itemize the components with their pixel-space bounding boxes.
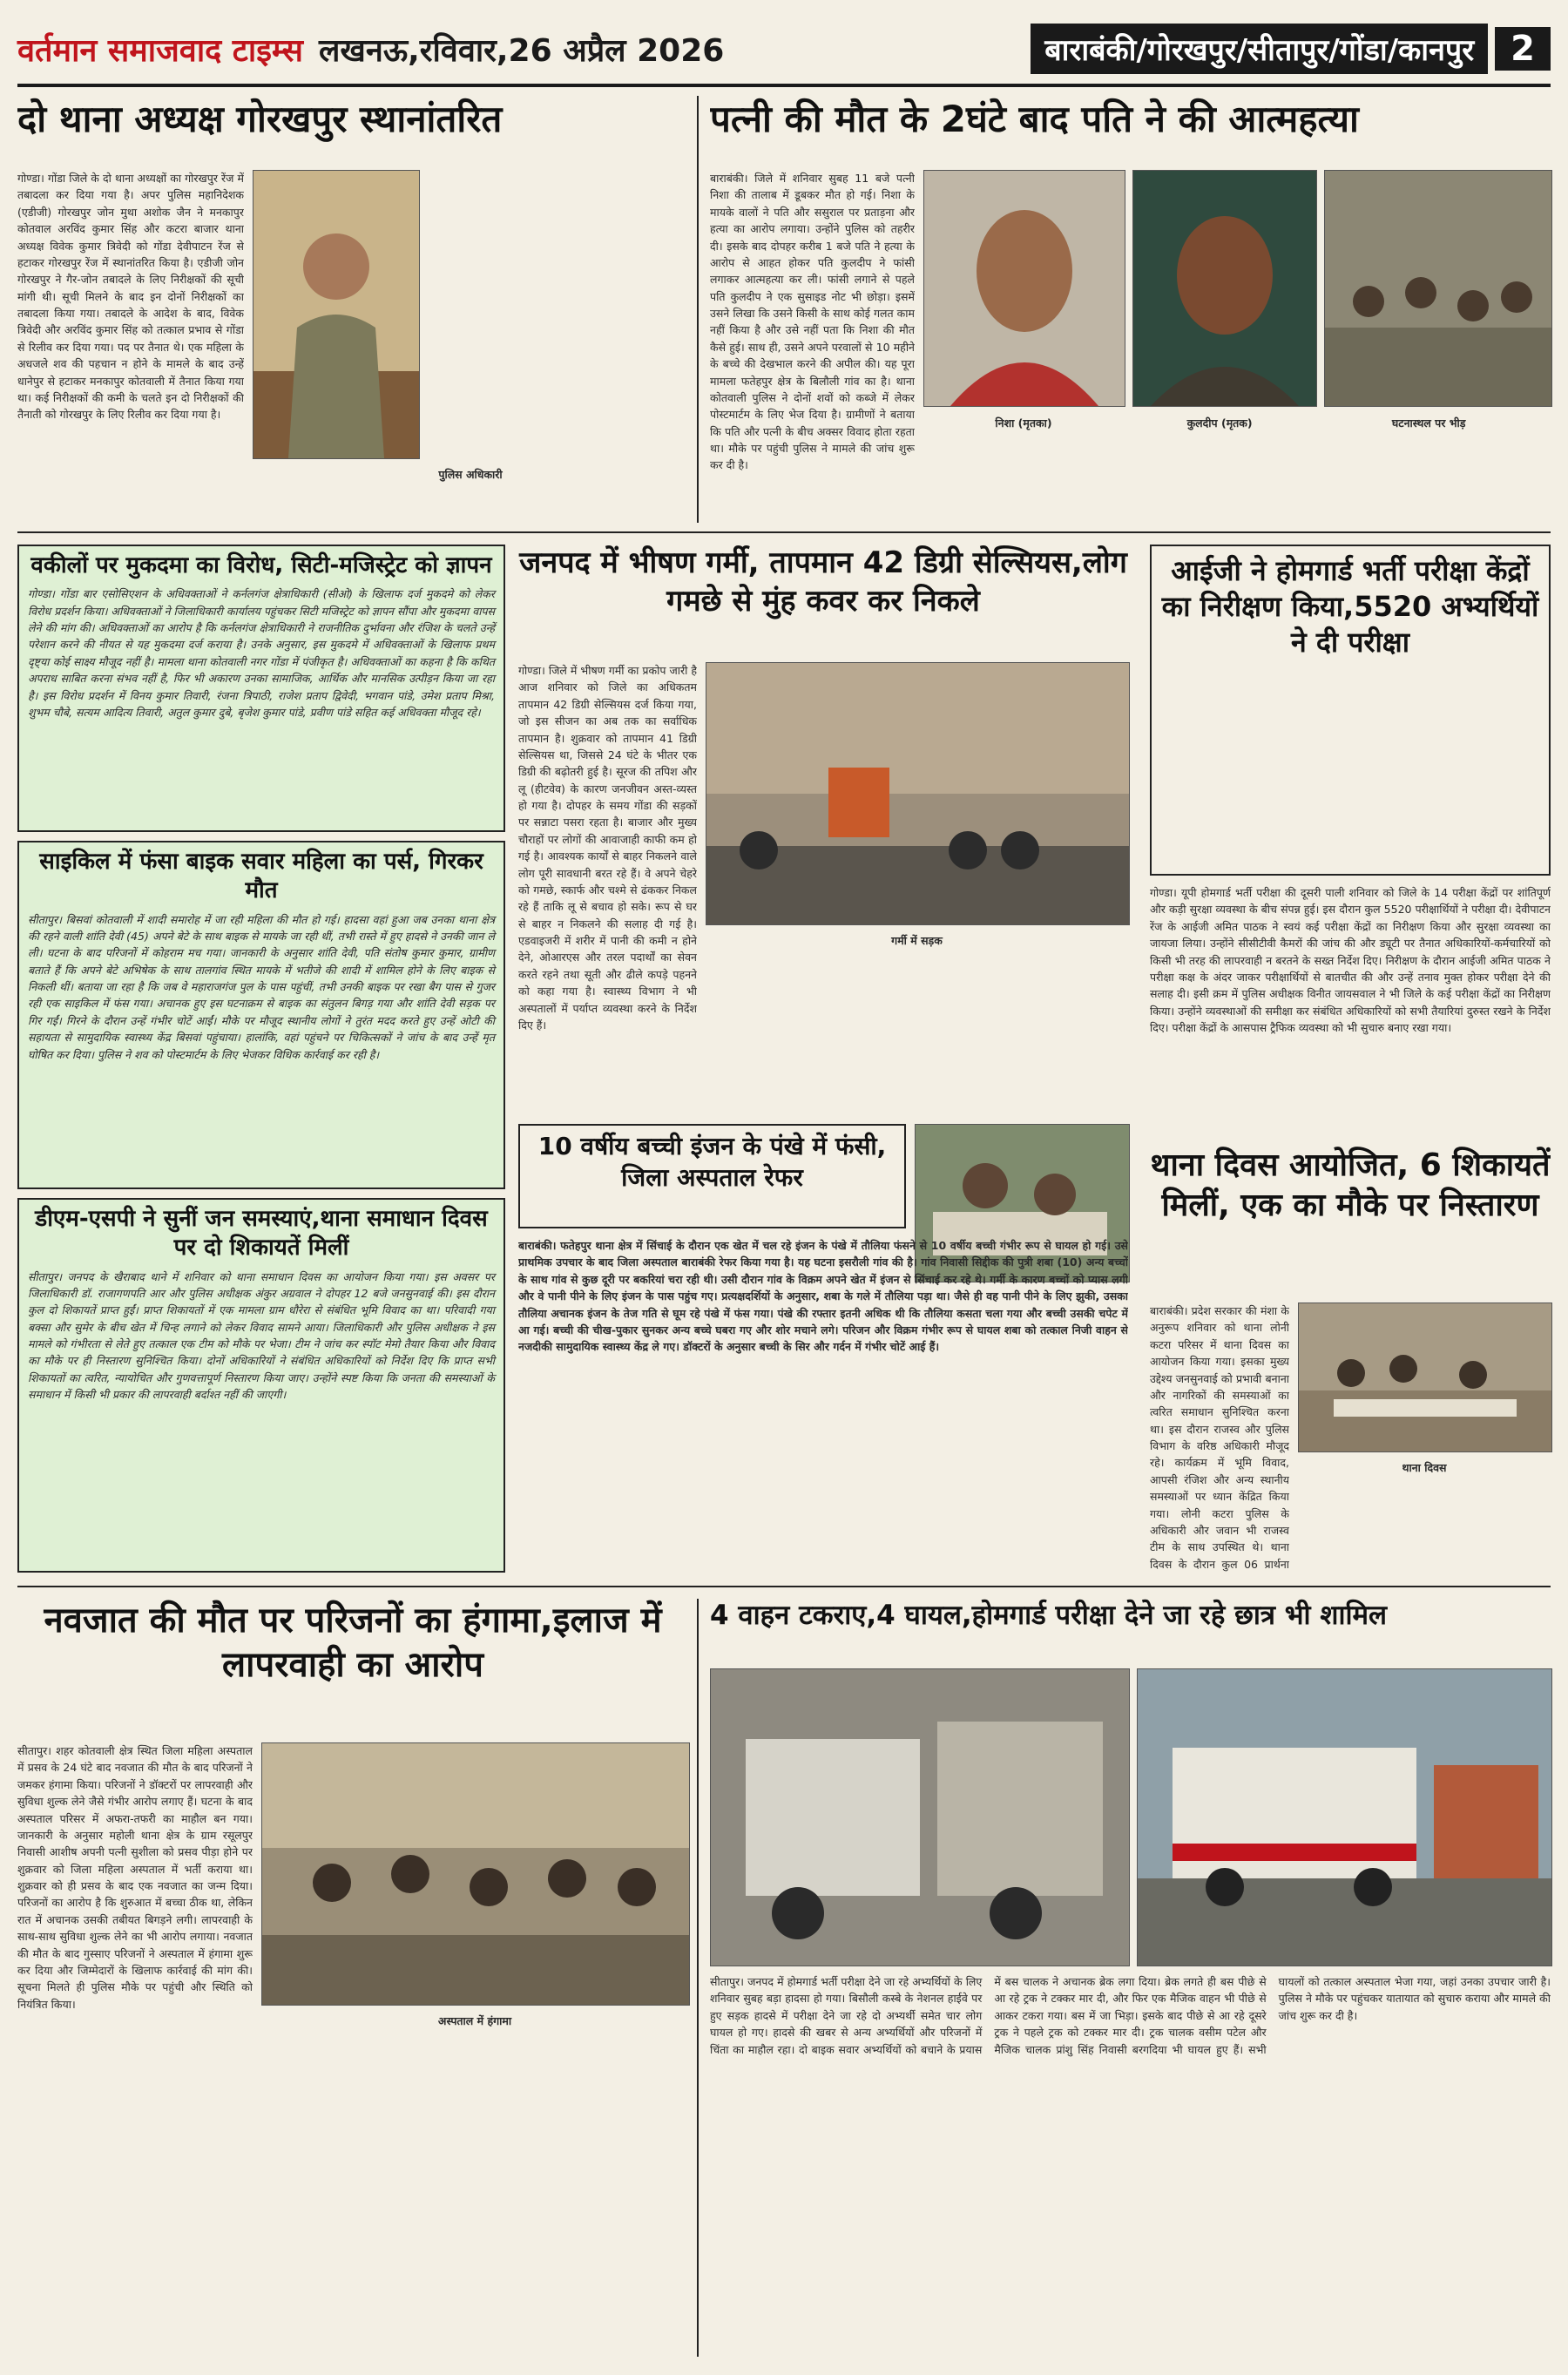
portrait-icon bbox=[924, 171, 1125, 406]
heat-headline: जनपद में भीषण गर्मी, तापमान 42 डिग्री सेल्सियस,लोग गमछे से मुंह कवर कर निकले bbox=[519, 545, 1127, 619]
gorakhpur-body: गोण्डा। गोंडा जिले के दो थाना अध्यक्षों का गोरखपुर रेंज में तबादला कर दिया गया है। अपर पुलिस महानिदेशक (एडीजी) गोरखपुर जोन मुथा अशोक जैन ने मनकापुर कोतवाल अरविंद कुमार सिंह और कटरा बाजार थाना अध्यक्ष विवेक कुमार त्रिवेदी को गोंडा देवीपाटन रेंज से हटाकर गोरखपुर रेंज में स्थानांतरित किया है। एडीजी जोन गोरखपुर ने गैर-जोन तबादले के लिए निरीक्षकों की सूची मांगी थी। सूची मिलने के बाद इन दोनों निरीक्षकों का तबादला किया गया। तबादले के आदेश के बाद, विवेक त्रिवेदी और अरविंद कुमार सिंह को तत्काल प्रभाव से गोंडा से रिलीव कर दिया गया। पद पर तैनात थे। एक महिला के अधजले शव की पहचान न होने के मामले के बाद उन्हें धानेपुर से हटाकर मनकापुर कोतवाली में तैनात किया गया था। कई निरीक्षकों की कमी के चलते इन दो निरीक्षकों की तैनाती को गोरखपुर के लिए रिलीव कर दिया गया है। bbox=[17, 172, 244, 422]
suicide-captions bbox=[923, 414, 1551, 449]
gorakhpur-headline: दो थाना अध्यक्ष गोरखपुर स्थानांतरित bbox=[17, 98, 503, 140]
editions-bar: बाराबंकी/गोरखपुर/सीतापुर/गोंडा/कानपुर bbox=[1031, 24, 1488, 74]
accident-bus-photo bbox=[1137, 1668, 1552, 1966]
bus-icon bbox=[1138, 1669, 1551, 1966]
meeting-photo-icon bbox=[1299, 1303, 1551, 1451]
suicide-headline: पत्नी की मौत के 2घंटे बाद पति ने की आत्महत्या bbox=[710, 98, 1359, 140]
ig-headline-box bbox=[1150, 545, 1551, 876]
heat-headline-box bbox=[518, 545, 1128, 649]
suicide-husband-photo bbox=[1132, 170, 1317, 407]
accident-headline-box bbox=[710, 1599, 1551, 1660]
gorakhpur-caption-box bbox=[253, 466, 688, 518]
gorakhpur-body-col1 bbox=[17, 170, 244, 514]
suicide-headline-box bbox=[710, 96, 1551, 157]
newborn-crowd-photo bbox=[261, 1742, 690, 2006]
crowd-photo-icon bbox=[262, 1743, 689, 2005]
accident-body-box bbox=[710, 1973, 1551, 2357]
ig-body-box bbox=[1150, 884, 1551, 1137]
ig-headline: आईजी ने होमगार्ड भर्ती परीक्षा केंद्रों का निरीक्षण किया,5520 अभ्यर्थियों ने दी परीक्षा bbox=[1161, 554, 1539, 659]
divider bbox=[17, 1586, 1551, 1587]
gorakhpur-photo-caption: पुलिस अधिकारी bbox=[438, 468, 503, 481]
page-number: 2 bbox=[1495, 27, 1551, 71]
heat-body-col1 bbox=[518, 662, 697, 1115]
cycle-story bbox=[17, 841, 505, 1189]
thana-body: बाराबंकी। प्रदेश सरकार की मंशा के अनुरूप शनिवार को थाना लोनी कटरा परिसर में थाना दिवस का आयोजन किया गया। इसका मुख्य उद्देश्य जनसुनवाई को प्रभावी बनाना और नागरिकों की समस्याओं का त्वरित समाधान सुनिश्चित करना था। इस दौरान राजस्व और पुलिस विभाग के वरिष्ठ अधिकारी मौजूद रहे। कार्यक्रम में भूमि विवाद, आपसी रंजिश और अन्य स्थानीय समस्याओं पर ध्यान केंद्रित किया गया। लोनी कटरा पुलिस के अधिकारी और जवान भी राजस्व टीम के साथ उपस्थित थे। थाना दिवस के दौरान कुल 06 प्रार्थना bbox=[1150, 1304, 1289, 1571]
heat-caption-box bbox=[706, 932, 1128, 967]
paper-name: वर्तमान समाजवाद टाइम्स bbox=[17, 31, 303, 69]
heat-body: गोण्डा। जिले में भीषण गर्मी का प्रकोप जारी है आज शनिवार को जिले का अधिकतम तापमान 42 डिग्री सेल्सियस दर्ज किया गया, जो इस सीजन का अब तक का सर्वाधिक तापमान है। शुक्रवार को तापमान 41 डिग्री सेल्सियस था, जिससे 24 घंटे के भीतर एक डिग्री की बढ़ोतरी हुई है। सूरज की तपिश और लू (हीटवेव) के कारण जनजीवन अस्त-व्यस्त हो गया है। दोपहर के समय गोंडा की सड़कों पर सन्नाटा पसरा रहता है। बाजार और मुख्य चौराहों पर लोगों की आवाजाही काफी कम हो गई है। आवश्यक कार्यों से बाहर निकलने वाले लोग पूरी सावधानी बरत रहे हैं। वे अपने चेहरे को गमछे, स्कार्फ और चश्मे से ढंककर निकल रहे हैं ताकि लू से बचाव हो सके। रूप से घर से बाहर न निकलने की सलाह दी गई है। एडवाइजरी में शरीर में पानी की कमी न होने देने, ओआरएस और तरल पदार्थों का सेवन करते रहने तथा सूती और ढीले कपड़े पहनने को कहा गया है। स्वास्थ्य विभाग ने भी अस्पतालों में पर्याप्त व्यवस्था करने के निर्देश दिए हैं। bbox=[518, 664, 697, 1032]
child-headline-box bbox=[518, 1124, 906, 1228]
newborn-headline: नवजात की मौत पर परिजनों का हंगामा,इलाज में लापरवाही का आरोप bbox=[44, 1600, 662, 1686]
cycle-headline: साइकिल में फंसा बाइक सवार महिला का पर्स, गिरकर मौत bbox=[39, 849, 483, 904]
thana-headline: थाना दिवस आयोजित, 6 शिकायतें मिलीं, एक का मौके पर निस्तारण bbox=[1150, 1147, 1551, 1224]
dm-sp-headline: डीएम-एसपी ने सुनीं जन समस्याएं,थाना समाधान दिवस पर दो शिकायतें मिलीं bbox=[35, 1206, 488, 1262]
divider bbox=[697, 1599, 699, 2357]
street-photo-icon bbox=[706, 663, 1129, 924]
divider bbox=[17, 531, 1551, 533]
newborn-caption-box bbox=[261, 2013, 688, 2039]
cycle-body: सीतापुर। बिसवां कोतवाली में शादी समारोह में जा रही महिला की मौत हो गई। हादसा वहां हुआ जब उनका थाना क्षेत्र की रहने वाली शांति देवी (45) अपने बेटे के साथ बाइक से मायके जा रही थीं, तभी रास्ते में हुए हादसे ने उनकी जान ले ली। घटना के बाद परिजनों में कोहराम मच गया। जानकारी के अनुसार शांति देवी, पति संतोष कुमार कुमार, ग्रामीण बताते हैं कि अपने बेटे अभिषेक के साथ तालगांव स्थित मायके में भतीजे की शादी में शामिल होने के लिए बाइक से निकली थीं। बताया जा रहा है कि जब वे महाराजगंज पुल के पास पहुंचीं, तभी उनकी बाइक पर रखा बैग पास से गुजर रही एक साइकिल में फंस गया। अचानक हुए इस घटनाक्रम से बाइक का संतुलन बिगड़ गया और शांति देवी सड़क पर गिर गईं। गिरने के दौरान उन्हें गंभीर चोटें आईं। मौके पर मौजूद स्थानीय लोगों ने तुरंत मदद करते हुए उन्हें ओटी की सहायता से सामुदायिक स्वास्थ्य केंद्र बिसवां पहुंचाया। हालांकि, वहां पहुंचने पर चिकित्सकों ने जांच के बाद उन्हें मृत घोषित कर दिया। पुलिस ने शव को पोस्टमार्टम के लिए भेजकर विधिक कार्रवाई कर रही है। bbox=[28, 912, 495, 1061]
accident-headline: 4 वाहन टकराए,4 घायल,होमगार्ड परीक्षा देने जा रहे छात्र भी शामिल bbox=[710, 1600, 1388, 1631]
thana-headline-box bbox=[1150, 1146, 1551, 1294]
heat-street-photo bbox=[706, 662, 1130, 925]
gorakhpur-officer-photo bbox=[253, 170, 420, 459]
heat-photo-caption: गर्मी में सड़क bbox=[891, 934, 943, 947]
newborn-body-box bbox=[17, 1742, 253, 2352]
newborn-photo-caption: अस्पताल में हंगामा bbox=[437, 2014, 512, 2027]
suicide-crowd-photo bbox=[1324, 170, 1552, 407]
lawyers-headline: वकीलों पर मुकदमा का विरोध, सिटी-मजिस्ट्रेट को ज्ञापन bbox=[30, 552, 492, 579]
wrecked-truck-icon bbox=[711, 1669, 1129, 1966]
child-body: बाराबंकी। फतेहपुर थाना क्षेत्र में सिंचाई के दौरान एक खेत में चल रहे इंजन के पंखे में तौलिया फंसने से 10 वर्षीय बच्ची गंभीर रूप से घायल हो गई। उसे प्राथमिक उपचार के बाद जिला अस्पताल बाराबंकी रेफर किया गया है। यह घटना इसरौली गांव की है। गांव निवासी सिद्दीक की पुत्री शबा (10) अन्य बच्चों के साथ गांव से कुछ दूरी पर बकरियां चरा रही थी। उसी दौरान गांव के विक्रम अपने खेत में इंजन से सिंचाई कर रहे थे। गर्मी के कारण बच्चों को प्यास लगी और वे पानी पीने के लिए इंजन के पास पहुंच गए। प्रत्यक्षदर्शियों के अनुसार, शबा के गले में तौलिया पड़ा था। जैसे ही वह पानी पीने के लिए झुकी, उसका तौलिया अचानक इंजन के तेज गति से घूम रहे पंखे में फंस गया। पंखे की रफ्तार इतनी अधिक थी कि तौलिया कसता चला गया और बच्ची उसकी चपेट में आ गई। बच्ची की चीख-पुकार सुनकर अन्य बच्चे घबरा गए और शोर मचाने लगे। परिजन और विक्रम गंभीर रूप से घायल शबा को तत्काल निजी वाहन से नजदीकी सामुदायिक स्वास्थ्य केंद्र ले गए। डॉक्टरों के अनुसार बच्ची के सिर और गर्दन में गंभीर चोटें आई हैं। bbox=[518, 1239, 1128, 1354]
wife-caption: निशा (मृतका) bbox=[995, 416, 1052, 430]
suicide-body: बाराबंकी। जिले में शनिवार सुबह 11 बजे पत्नी निशा की तालाब में डूबकर मौत हो गई। निशा के मायके वालों ने पति और ससुराल पर प्रताड़ना और हत्या का आरोप लगाया। उन्होंने पुलिस को तहरीर दी। इसके बाद दोपहर करीब 1 बजे पति ने हत्या के आरोप से आहत होकर पति कुलदीप ने फांसी लगाकर आत्महत्या कर ली। फांसी लगाने से पहले पति कुलदीप ने एक सुसाइड नोट भी छोड़ा। इसमें उसने लिखा कि उसने किसी के साथ कोई गलत काम नहीं किया है और उसे नहीं पता कि निशा की मौत कैसे हुई। साथ ही, उसने अपने परवालों से 10 महीने के बच्चे की देखभाल करने की अपील की। यह पूरा मामला फतेहपुर क्षेत्र के बिलौली गांव का है। थाना कोतवाली पुलिस ने दोनों शवों को कब्जे में लेकर पोस्टमार्टम के लिए भेज दिया है। ग्रामीणों ने बताया कि पति और पत्नी के बीच अक्सर विवाद होता रहता था। मौके पर पहुंची पुलिस ने मामले की जांच शुरू कर दी है। bbox=[710, 172, 915, 472]
child-body-box bbox=[518, 1237, 1128, 1577]
crowd-photo-icon bbox=[1325, 171, 1551, 406]
lawyers-story bbox=[17, 545, 505, 832]
masthead bbox=[17, 14, 1551, 87]
officer-photo-icon bbox=[253, 171, 419, 458]
suicide-wife-photo bbox=[923, 170, 1125, 407]
lawyers-body: गोण्डा। गोंडा बार एसोसिएशन के अधिवक्ताओं ने कर्नलगंज क्षेत्राधिकारी (सीओ) के खिलाफ दर्ज मुकदमे को लेकर विरोध प्रदर्शन किया। अधिवक्ताओं ने जिलाधिकारी कार्यालय पहुंचकर सिटी मजिस्ट्रेट को ज्ञापन सौंपा और मुकदमा वापस लेने की मांग की। अधिवक्ताओं का आरोप है कि कर्नलगंज क्षेत्राधिकारी ने राजनीतिक दुर्भावना और रंजिश के चलते उन्हें परेशान करने की नीयत से यह मुकदमा दर्ज कराया है। उनके अनुसार, इस मुकदमे में अधिवक्ताओं के खिलाफ प्रथम दृष्ट्या कोई साक्ष्य मौजूद नहीं है। मामला थाना कोतवाली नगर गोंडा में पंजीकृत है। अधिवक्ताओं का कहना है कि कथित अपराध साबित करना संभव नहीं है, फिर भी अकारण उनका सामाजिक, आर्थिक और मानसिक उत्पीड़न किया जा रहा है। इस विरोध प्रदर्शन में विनय कुमार तिवारी, रंजना त्रिपाठी, राजेश प्रताप द्विवेदी, भगवान पांडे, उमेश प्रताप मिश्रा, शुभम चौबे, सत्यम आदित्य तिवारी, अतुल कुमार दुबे, बृजेश कुमार पांडे, प्रवीण पांडे सहित कई अधिवक्ता मौजूद रहे। bbox=[28, 587, 495, 719]
accident-body: सीतापुर। जनपद में होमगार्ड भर्ती परीक्षा देने जा रहे अभ्यर्थियों के लिए शनिवार सुबह बड़ा हादसा हो गया। बिसौली कस्बे के नेशनल हाईवे पर हुए सड़क हादसे में परीक्षा देने जा रहे दो अभ्यर्थी समेत चार लोग घायल हो गए। हादसे की खबर से अन्य अभ्यर्थियों और परिजनों में चिंता का माहौल रहा। दो बाइक सवार अभ्यर्थियों को बचाने के प्रयास में बस चालक ने अचानक ब्रेक लगा दिया। ब्रेक लगते ही बस पीछे से आ रहे ट्रक ने टक्कर मार दी, और फिर एक मैजिक वाहन भी पीछे से आकर टकरा गया। बस में जा भिड़ा। इसके बाद पीछे से आ रहे दूसरे ट्रक ने पहले ट्रक को टक्कर मार दी। ट्रक चालक वसीम पटेल और मैजिक चालक प्रांशु सिंह निवासी बरगदिया भी घायल हुए हैं। सभी घायलों को तत्काल अस्पताल भेजा गया, जहां उनका उपचार जारी है। पुलिस ने मौके पर पहुंचकर यातायात को सुचारु कराया और मामले की जांच शुरू कर दी है। bbox=[710, 1975, 1551, 2056]
newborn-body: सीतापुर। शहर कोतवाली क्षेत्र स्थित जिला महिला अस्पताल में प्रसव के 24 घंटे बाद नवजात की मौत के बाद परिजनों ने जमकर हंगामा किया। परिजनों ने डॉक्टरों पर लापरवाही और सुविधा शुल्क लेने जैसे गंभीर आरोप लगाए हैं। घटना के बाद अस्पताल परिसर में अफरा-तफरी का माहौल बन गया। जानकारी के अनुसार महोली थाना क्षेत्र के ग्राम रसूलपुर निवासी आशीष अपनी पत्नी सुशीला को प्रसव पीड़ा होने पर शुक्रवार को जिला महिला अस्पताल में भर्ती कराया था। शुक्रवार को ही प्रसव के बाद एक नवजात का जन्म दिया। परिजनों का आरोप है कि शुरुआत में बच्चा ठीक था, लेकिन रात में अचानक उसकी तबीयत बिगड़ने लगी। लापरवाही के साथ-साथ सुविधा शुल्क लेने का भी आरोप लगाया। नवजात की मौत के बाद गुस्साए परिजनों ने अस्पताल में हंगामा शुरू कर दिया और जिम्मेदारों के खिलाफ कार्रवाई की मांग की। सूचना मिलते ही पुलिस मौके पर पहुंची और स्थिति को नियंत्रित किया। bbox=[17, 1744, 253, 2011]
child-headline: 10 वर्षीय बच्ची इंजन के पंखे में फंसी, जिला अस्पताल रेफर bbox=[537, 1132, 887, 1192]
suicide-body-col1 bbox=[710, 170, 915, 514]
gorakhpur-headline-box bbox=[17, 96, 688, 157]
portrait-icon bbox=[1133, 171, 1316, 406]
thana-meeting-photo bbox=[1298, 1303, 1552, 1452]
accident-trucks-photo bbox=[710, 1668, 1130, 1966]
crowd-caption: घटनास्थल पर भीड़ bbox=[1391, 416, 1466, 430]
thana-body-box bbox=[1150, 1303, 1289, 1573]
thana-caption-box bbox=[1298, 1459, 1551, 1485]
husband-caption: कुलदीप (मृतक) bbox=[1186, 416, 1253, 430]
ig-body: गोण्डा। यूपी होमगार्ड भर्ती परीक्षा की दूसरी पाली शनिवार को जिले के 14 परीक्षा केंद्रों पर शांतिपूर्ण और कड़ी सुरक्षा व्यवस्था के बीच संपन्न हुई। इस दौरान कुल 5520 परीक्षार्थियों ने परीक्षा दी। देवीपाटन रेंज के आईजी अमित पाठक ने स्वयं कई परीक्षा केंद्रों का निरीक्षण किया और सुरक्षा व्यवस्था का जायजा लिया। उन्होंने सीसीटीवी कैमरों की जांच की और ड्यूटी पर तैनात अधिकारियों-कर्मचारियों को किसी भी तरह की लापरवाही न बरतने के सख्त निर्देश दिए। निरीक्षण के दौरान आईजी अमित पाठक ने परीक्षा कक्ष के अंदर जाकर परीक्षार्थियों से बातचीत की और उन्हें तनाव मुक्त होकर परीक्षा देने की सलाह दी। इसी क्रम में पुलिस अधीक्षक विनीत जायसवाल ने भी जिले के कई परीक्षा केंद्रों का निरीक्षण किया। उन्होंने व्यवस्थाओं की समीक्षा कर संबंधित अधिकारियों को सभी तैयारियां दुरुस्त रखने के निर्देश दिए। परीक्षा केंद्रों के आसपास ट्रैफिक व्यवस्था को भी सुचारु बनाए रखा गया। bbox=[1150, 886, 1551, 1034]
dm-sp-story bbox=[17, 1198, 505, 1573]
newborn-headline-box bbox=[17, 1599, 688, 1729]
dateline: लखनऊ,रविवार,26 अप्रैल 2026 bbox=[318, 32, 725, 69]
divider bbox=[697, 96, 699, 523]
thana-photo-caption: थाना दिवस bbox=[1402, 1461, 1447, 1474]
dm-sp-body: सीतापुर। जनपद के खैराबाद थाने में शनिवार को थाना समाधान दिवस का आयोजन किया गया। इस अवसर पर जिलाधिकारी डॉ. राजागणपति आर और पुलिस अधीक्षक अंकुर अग्रवाल ने दोपहर 12 बजे जनसुनवाई की। इस दौरान कुल दो शिकायतें प्राप्त हुईं। प्राप्त शिकायतों में एक मामला ग्राम धौरेरा से संबंधित भूमि विवाद का था। परिवादी गया बक्सा और सुमेर के बीच खेत में चिन्ह लगाने को लेकर विवाद सामने आया। जिलाधिकारी और पुलिस अधीक्षक ने इस मामले को गंभीरता से लेते हुए तत्काल एक टीम को मौके पर भेजा। टीम ने जांच कर स्पॉट मेमो तैयार किया और विवाद का मौके पर ही निस्तारण सुनिश्चित किया। दोनों अधिकारियों ने संबंधित अधिकारियों को निर्देश दिए कि प्राप्त सभी शिकायतों का त्वरित, न्यायोचित और गुणवत्तापूर्ण निस्तारण किया जाए। उन्होंने स्पष्ट किया कि जनता की समस्याओं के समाधान में किसी भी प्रकार की लापरवाही बर्दाश्त नहीं की जाएगी। bbox=[28, 1269, 495, 1402]
